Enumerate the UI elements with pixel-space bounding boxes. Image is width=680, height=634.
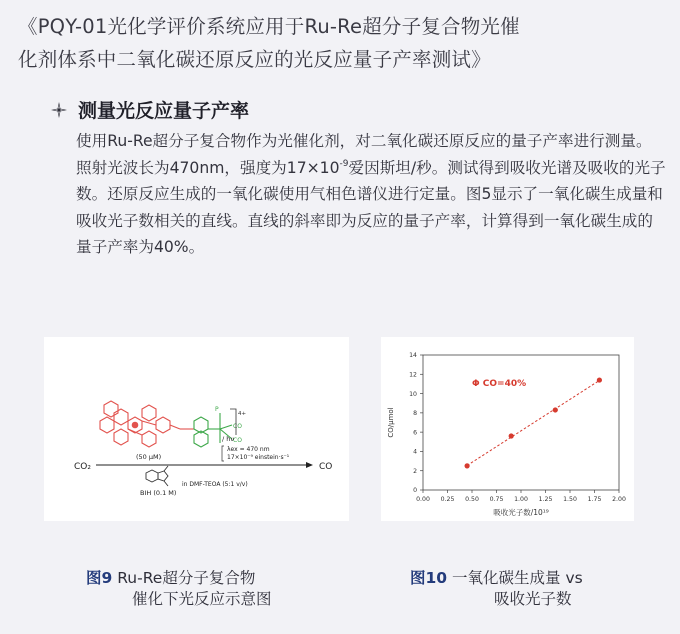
y-axis-label: CO/μmol <box>387 407 395 438</box>
figure-10-number: 图10 <box>410 569 448 587</box>
data-point <box>509 433 514 438</box>
ru-complex-structure <box>100 401 194 447</box>
charge-label: 4+ <box>238 411 247 417</box>
y-tick-label: 10 <box>409 390 417 398</box>
co-vs-photons-chart <box>381 337 634 521</box>
title-line-1: 《PQY-01光化学评价系统应用于Ru-Re超分子复合物光催 <box>18 15 520 38</box>
paragraph-text-1: 使用Ru-Re超分子复合物作为光催化剂，对二氧化碳还原反应的量子产率进行测量。照射光波长为470nm，强度为17×10 <box>76 132 652 177</box>
figure-9-number: 图9 <box>86 569 113 587</box>
wavelength-label: λex = 470 nm <box>227 446 270 453</box>
re-co-ligand-2: CO <box>233 437 242 444</box>
figure-9-caption-line-2: 催化下光反应示意图 <box>132 590 272 608</box>
x-tick-label: 0.25 <box>440 496 455 503</box>
paragraph-text-2: 爱因斯坦/秒。测试得到吸收光谱及吸收的光子数。还原反应生成的一氧化碳使用气相色谱仪进行定量。图5显示了一氧化碳生成量和吸收光子数相关的直线。直线的斜率即为反应的量子产率，计算得到一氧化碳生成的量子产率为40%。 <box>76 158 666 257</box>
y-tick-label: 2 <box>413 467 417 475</box>
figure-10-panel <box>381 337 634 521</box>
concentration-label: (50 μM) <box>136 453 162 461</box>
arrowhead-icon <box>306 462 313 468</box>
y-tick-label: 12 <box>409 371 417 379</box>
reaction-scheme <box>44 337 349 521</box>
x-axis-label: 吸收光子数/10¹⁹ <box>493 508 549 517</box>
paragraph-superscript: -9 <box>339 158 349 169</box>
x-tick-label: 1.50 <box>563 496 577 503</box>
conditions-bracket <box>222 446 224 461</box>
y-tick-label: 6 <box>413 429 417 437</box>
figure-9-caption <box>86 568 326 610</box>
figure-10-caption-line-1: 一氧化碳生成量 vs <box>452 569 583 587</box>
x-tick-label: 0.00 <box>416 496 430 503</box>
bih-structure <box>146 466 168 486</box>
ru-center <box>132 422 139 429</box>
bih-label: BIH (0.1 M) <box>140 489 177 497</box>
quantum-yield-annotation: Φ CO=40% <box>472 378 527 389</box>
x-tick-label: 2.00 <box>612 496 626 503</box>
intensity-label: 17×10⁻⁹ einstein·s⁻¹ <box>227 454 290 461</box>
charge-bracket <box>230 409 236 435</box>
data-point <box>465 463 470 468</box>
section-heading <box>50 96 249 123</box>
hv-label: / hν <box>222 435 235 443</box>
y-tick-label: 4 <box>413 448 417 456</box>
re-co-ligand: CO <box>233 423 242 430</box>
re-p-ligand: P <box>215 406 219 413</box>
figure-10-caption-line-2: 吸收光子数 <box>494 590 572 608</box>
x-tick-label: 0.50 <box>465 496 479 503</box>
y-tick-label: 8 <box>413 410 417 418</box>
solvent-label: in DMF-TEOA (5:1 v/v) <box>182 481 248 488</box>
co-label: CO <box>319 462 333 472</box>
body-paragraph <box>76 128 666 261</box>
trend-line <box>467 380 599 465</box>
x-tick-label: 1.00 <box>514 496 528 503</box>
article-title <box>18 10 668 76</box>
section-title: 测量光反应量子产率 <box>78 100 250 122</box>
x-tick-label: 0.75 <box>489 496 504 503</box>
co2-label: CO₂ <box>74 462 91 472</box>
y-tick-label: 0 <box>413 487 417 495</box>
x-tick-label: 1.75 <box>587 496 602 503</box>
data-point <box>597 377 602 382</box>
title-line-2: 化剂体系中二氧化碳还原反应的光反应量子产率测试》 <box>18 48 491 71</box>
y-tick-label: 14 <box>409 352 417 360</box>
data-point <box>553 407 558 412</box>
figure-9-panel <box>44 337 349 521</box>
four-point-star-bullet-icon <box>50 101 68 119</box>
figure-9-caption-line-1: Ru-Re超分子复合物 <box>117 569 256 587</box>
plot-frame <box>423 355 619 490</box>
figure-10-caption <box>410 568 640 610</box>
x-tick-label: 1.25 <box>538 496 553 503</box>
